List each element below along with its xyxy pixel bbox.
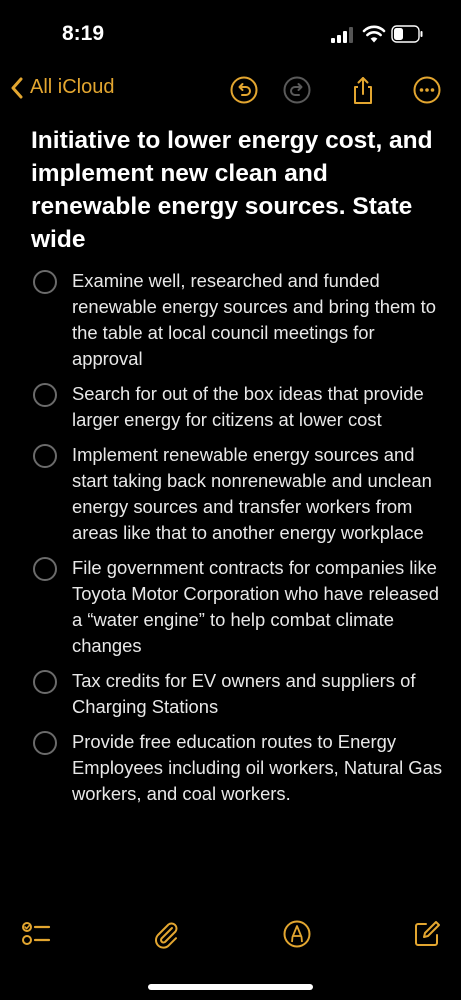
checklist-item-text[interactable]: Provide free education routes to Energy Employees including oil workers, Natural Gas workers, and coal workers.	[72, 731, 443, 804]
battery-icon	[391, 25, 424, 43]
cellular-signal-icon	[331, 27, 357, 43]
compose-icon[interactable]	[411, 918, 443, 950]
checklist-item	[0, 555, 461, 659]
checklist-item	[0, 268, 461, 372]
checklist-item-text[interactable]: Search for out of the box ideas that provide larger energy for citizens at lower cost	[72, 383, 424, 430]
redo-icon[interactable]	[282, 75, 312, 105]
more-icon[interactable]	[412, 75, 442, 105]
checklist-icon[interactable]	[20, 918, 52, 950]
checklist-item-text[interactable]: Implement renewable energy sources and start taking back nonrenewable and unclean energy sources and transfer workers from areas like that to another energy workplace	[72, 444, 432, 543]
back-button[interactable]	[10, 76, 114, 99]
checkbox-unchecked-icon[interactable]	[33, 670, 57, 694]
undo-icon[interactable]	[229, 75, 259, 105]
checklist-item-text[interactable]: Tax credits for EV owners and suppliers of Charging Stations	[72, 670, 416, 717]
status-time: 8:19	[62, 22, 105, 45]
checkbox-unchecked-icon[interactable]	[33, 557, 57, 581]
note-title[interactable]: Initiative to lower energy cost, and implement new clean and renewable energy sources. State wide	[31, 127, 433, 253]
checkbox-unchecked-icon[interactable]	[33, 444, 57, 468]
checkbox-unchecked-icon[interactable]	[33, 731, 57, 755]
checkbox-unchecked-icon[interactable]	[33, 383, 57, 407]
paperclip-icon[interactable]	[150, 918, 182, 950]
checklist-item-text[interactable]: File government contracts for companies like Toyota Motor Corporation who have released a “water engine” to help combat climate changes	[72, 557, 439, 656]
checkbox-unchecked-icon[interactable]	[33, 270, 57, 294]
back-label: All iCloud	[30, 76, 115, 98]
bottom-toolbar	[0, 912, 461, 958]
chevron-left-icon	[10, 77, 24, 99]
checklist-item	[0, 381, 461, 433]
home-indicator[interactable]	[148, 984, 313, 990]
checklist	[0, 268, 461, 807]
navigation-bar	[0, 68, 461, 112]
checklist-item	[0, 668, 461, 720]
wifi-icon	[362, 24, 386, 44]
checklist-item-text[interactable]: Examine well, researched and funded renewable energy sources and bring them to the table at local council meetings for approval	[72, 270, 436, 369]
status-bar	[0, 0, 461, 60]
checklist-item	[0, 442, 461, 546]
checklist-item	[0, 729, 461, 807]
share-icon[interactable]	[348, 75, 378, 105]
markup-pen-icon[interactable]	[281, 918, 313, 950]
